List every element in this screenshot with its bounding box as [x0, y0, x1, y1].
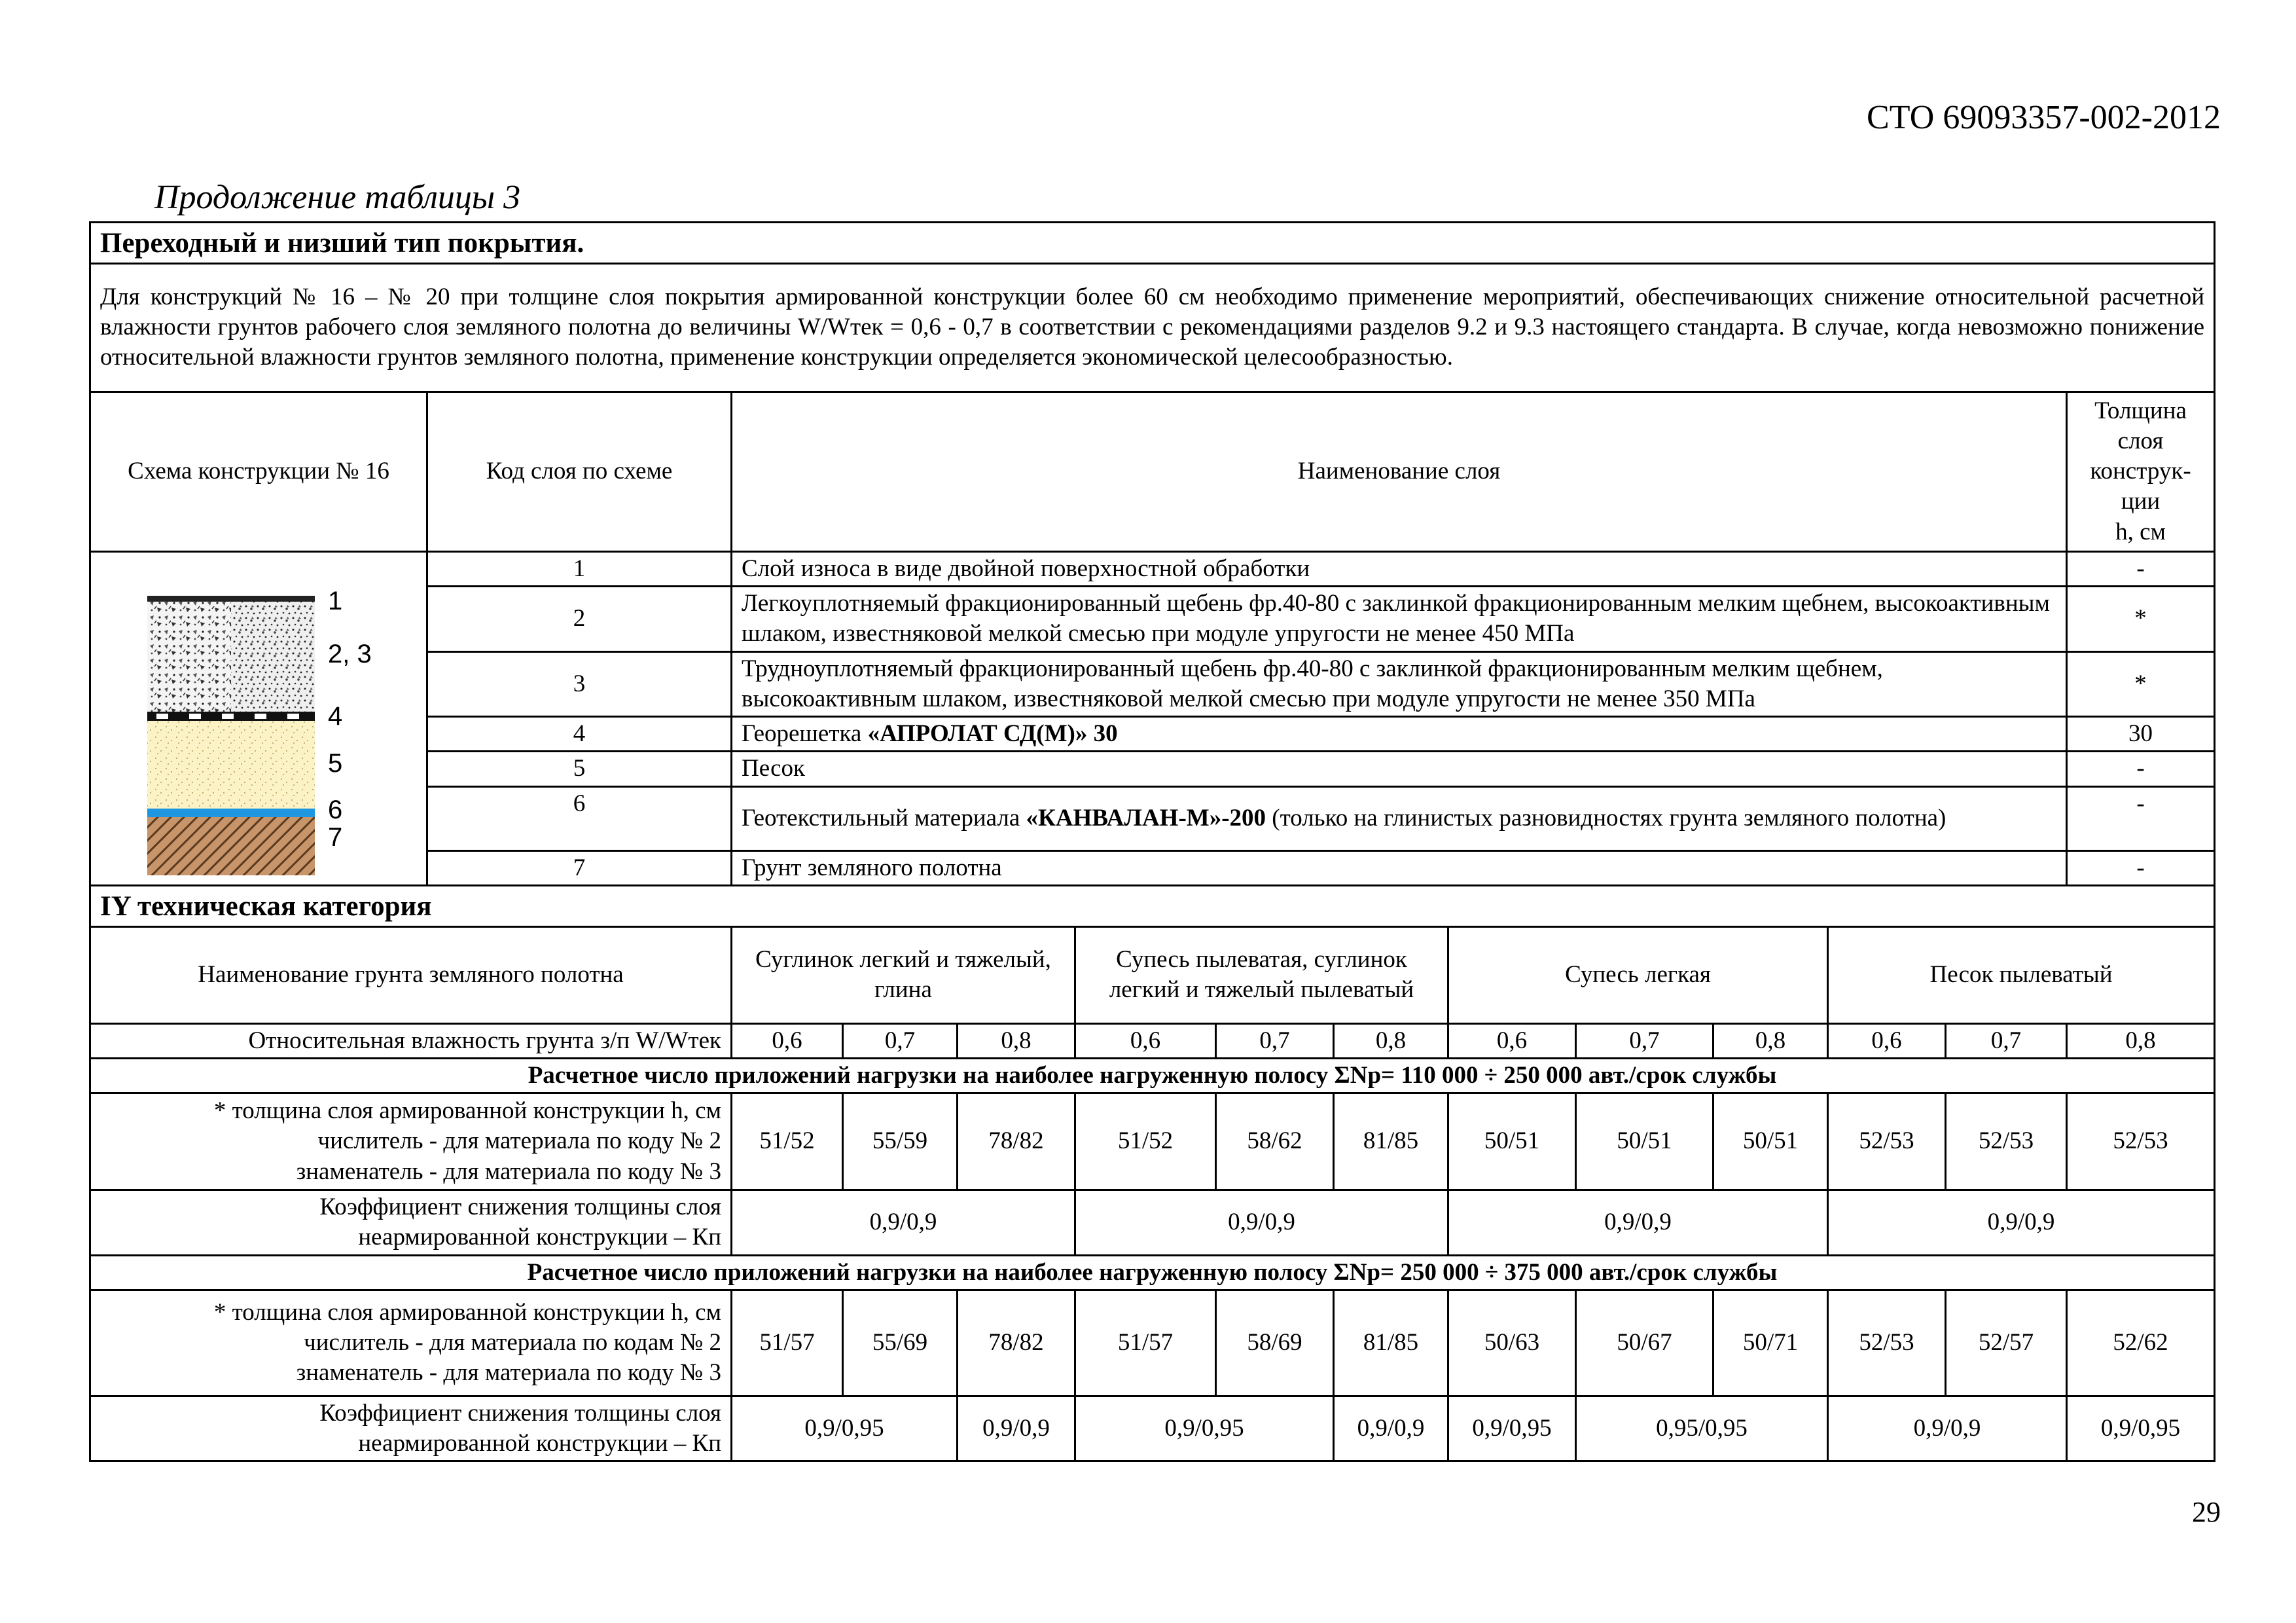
- coef-value: 0,9/0,9: [1828, 1396, 2067, 1461]
- layer-thickness: 30: [2067, 717, 2215, 752]
- coef-value: 0,9/0,9: [732, 1190, 1075, 1256]
- page-number: 29: [2192, 1496, 2221, 1528]
- load-heading-2: Расчетное число приложений нагрузки на наиболее нагруженную полосу ΣNр= 250 000 ÷ 375 000 авт./срок службы: [90, 1255, 2215, 1290]
- thickness-value: 51/57: [1075, 1290, 1216, 1396]
- scheme-label-7: 7: [328, 823, 343, 852]
- layer-name: Слой износа в виде двойной поверхностной обработки: [732, 551, 2067, 586]
- coef-label: Коэффициент снижения толщины слоя неармированной конструкции – Кп: [90, 1396, 732, 1461]
- header-scheme: Схема конструкции № 16: [90, 392, 427, 551]
- thickness-label: * толщина слоя армированной конструкции h, см числитель - для материала по кодам № 2 знаменатель - для материала по коду № 3: [90, 1290, 732, 1396]
- header-layer-name: Наименование слоя: [732, 392, 2067, 551]
- construction-table: [89, 221, 2215, 1462]
- continuation-title: Продолжение таблицы 3: [154, 179, 521, 216]
- scheme-label-5: 5: [328, 749, 343, 778]
- moisture-value: 0,6: [1828, 1023, 1946, 1058]
- coef-value: 0,9/0,9: [1075, 1190, 1448, 1256]
- layer-code: 2: [427, 587, 732, 652]
- thickness-value: 81/85: [1334, 1093, 1448, 1190]
- moisture-value: 0,6: [1448, 1023, 1576, 1058]
- section-title: Переходный и низший тип покрытия.: [90, 223, 2215, 264]
- section-note: Для конструкций № 16 – № 20 при толщине слоя покрытия армированной конструкции более 60 см необходимо применение мероприятий, обеспечивающих снижение относительной расчетной влажности грунтов рабочего слоя земляного полотна до величины W/Wтек = 0,6 - 0,7 в соответствии с рекомендациями разделов 9.2 и 9.3 настоящего стандарта. В случае, когда невозможно понижение относительной влажности грунтов земляного полотна, применение конструкции определяется экономической целесообразностью.: [90, 263, 2215, 392]
- thickness-label: * толщина слоя армированной конструкции h, см числитель - для материала по коду № 2 знаменатель - для материала по коду № 3: [90, 1093, 732, 1190]
- layer-code: 3: [427, 651, 732, 717]
- layer-thickness: *: [2067, 587, 2215, 652]
- thickness-value: 81/85: [1334, 1290, 1448, 1396]
- coef-value: 0,9/0,9: [1828, 1190, 2215, 1256]
- moisture-label: Относительная влажность грунта з/п W/Wтек: [90, 1023, 732, 1058]
- layer-code: 4: [427, 717, 732, 752]
- layer-thickness: *: [2067, 651, 2215, 717]
- thickness-value: 52/62: [2067, 1290, 2215, 1396]
- thickness-value: 55/59: [843, 1093, 958, 1190]
- thickness-value: 51/52: [1075, 1093, 1216, 1190]
- layer-thickness: -: [2067, 850, 2215, 885]
- layer-name: Геотекстильный материала «КАНВАЛАН-М»-200 (только на глинистых разновидностях грунта земляного полотна): [732, 786, 2067, 850]
- coef-value: 0,9/0,95: [732, 1396, 958, 1461]
- layer-thickness: -: [2067, 752, 2215, 786]
- thickness-value: 51/57: [732, 1290, 843, 1396]
- load-heading-1: Расчетное число приложений нагрузки на наиболее нагруженную полосу ΣNр= 110 000 ÷ 250 000 авт./срок службы: [90, 1058, 2215, 1093]
- thickness-value: 58/69: [1216, 1290, 1334, 1396]
- coef-value: 0,95/0,95: [1576, 1396, 1828, 1461]
- moisture-value: 0,7: [1216, 1023, 1334, 1058]
- thickness-value: 50/63: [1448, 1290, 1576, 1396]
- thickness-value: 78/82: [958, 1093, 1075, 1190]
- moisture-value: 0,6: [1075, 1023, 1216, 1058]
- category-title: IY техническая категория: [90, 885, 2215, 926]
- layer-code: 5: [427, 752, 732, 786]
- construction-scheme: [90, 551, 427, 885]
- soil-type: Песок пылеватый: [1828, 926, 2215, 1023]
- coef-value: 0,9/0,9: [958, 1396, 1075, 1461]
- coef-value: 0,9/0,95: [1075, 1396, 1334, 1461]
- thickness-value: 50/51: [1448, 1093, 1576, 1190]
- header-thickness: Толщина слоя конструк- ции h, см: [2067, 392, 2215, 551]
- layer-thickness: -: [2067, 551, 2215, 586]
- coef-label: Коэффициент снижения толщины слоя неармированной конструкции – Кп: [90, 1190, 732, 1256]
- layer-code: 6: [427, 786, 732, 850]
- layer-scheme-diagram: [91, 556, 426, 880]
- soil-type: Супесь легкая: [1448, 926, 1828, 1023]
- moisture-value: 0,7: [843, 1023, 958, 1058]
- thickness-value: 50/51: [1576, 1093, 1713, 1190]
- coef-value: 0,9/0,95: [2067, 1396, 2215, 1461]
- thickness-value: 50/67: [1576, 1290, 1713, 1396]
- layer-name: Песок: [732, 752, 2067, 786]
- scheme-label-6: 6: [328, 795, 343, 825]
- moisture-value: 0,8: [958, 1023, 1075, 1058]
- thickness-value: 52/53: [1828, 1093, 1946, 1190]
- moisture-value: 0,7: [1946, 1023, 2067, 1058]
- moisture-value: 0,8: [1713, 1023, 1828, 1058]
- thickness-value: 50/51: [1713, 1093, 1828, 1190]
- moisture-value: 0,8: [1334, 1023, 1448, 1058]
- scheme-label-4: 4: [328, 702, 343, 731]
- coef-value: 0,9/0,95: [1448, 1396, 1576, 1461]
- soil-label: Наименование грунта земляного полотна: [90, 926, 732, 1023]
- layer-thickness: -: [2067, 786, 2215, 850]
- scheme-label-1: 1: [328, 587, 343, 616]
- scheme-label-2-3: 2, 3: [328, 640, 372, 669]
- thickness-value: 52/53: [1828, 1290, 1946, 1396]
- layer-code: 1: [427, 551, 732, 586]
- thickness-value: 58/62: [1216, 1093, 1334, 1190]
- soil-type: Супесь пылеватая, суглинок легкий и тяжелый пылеватый: [1075, 926, 1448, 1023]
- layer-name: Грунт земляного полотна: [732, 850, 2067, 885]
- thickness-value: 52/57: [1946, 1290, 2067, 1396]
- document-code: СТО 69093357-002-2012: [1867, 99, 2221, 136]
- moisture-value: 0,6: [732, 1023, 843, 1058]
- thickness-value: 52/53: [1946, 1093, 2067, 1190]
- coef-value: 0,9/0,9: [1448, 1190, 1828, 1256]
- layer-name: Трудноуплотняемый фракционированный щебень фр.40-80 с заклинкой фракционированным мелким щебнем, высокоактивным шлаком, известняковой мелкой смесью при модуле упругости не менее 350 МПа: [732, 651, 2067, 717]
- layer-name: Легкоуплотняемый фракционированный щебень фр.40-80 с заклинкой фракционированным мелким щебнем, высокоактивным шлаком, известняковой мелкой смесью при модуле упругости не менее 450 МПа: [732, 587, 2067, 652]
- layer-code: 7: [427, 850, 732, 885]
- layer-name: Георешетка «АПРОЛАТ СД(М)» 30: [732, 717, 2067, 752]
- thickness-value: 78/82: [958, 1290, 1075, 1396]
- thickness-value: 51/52: [732, 1093, 843, 1190]
- thickness-value: 55/69: [843, 1290, 958, 1396]
- thickness-value: 50/71: [1713, 1290, 1828, 1396]
- header-layer-code: Код слоя по схеме: [427, 392, 732, 551]
- moisture-value: 0,8: [2067, 1023, 2215, 1058]
- coef-value: 0,9/0,9: [1334, 1396, 1448, 1461]
- moisture-value: 0,7: [1576, 1023, 1713, 1058]
- soil-type: Суглинок легкий и тяжелый, глина: [732, 926, 1075, 1023]
- thickness-value: 52/53: [2067, 1093, 2215, 1190]
